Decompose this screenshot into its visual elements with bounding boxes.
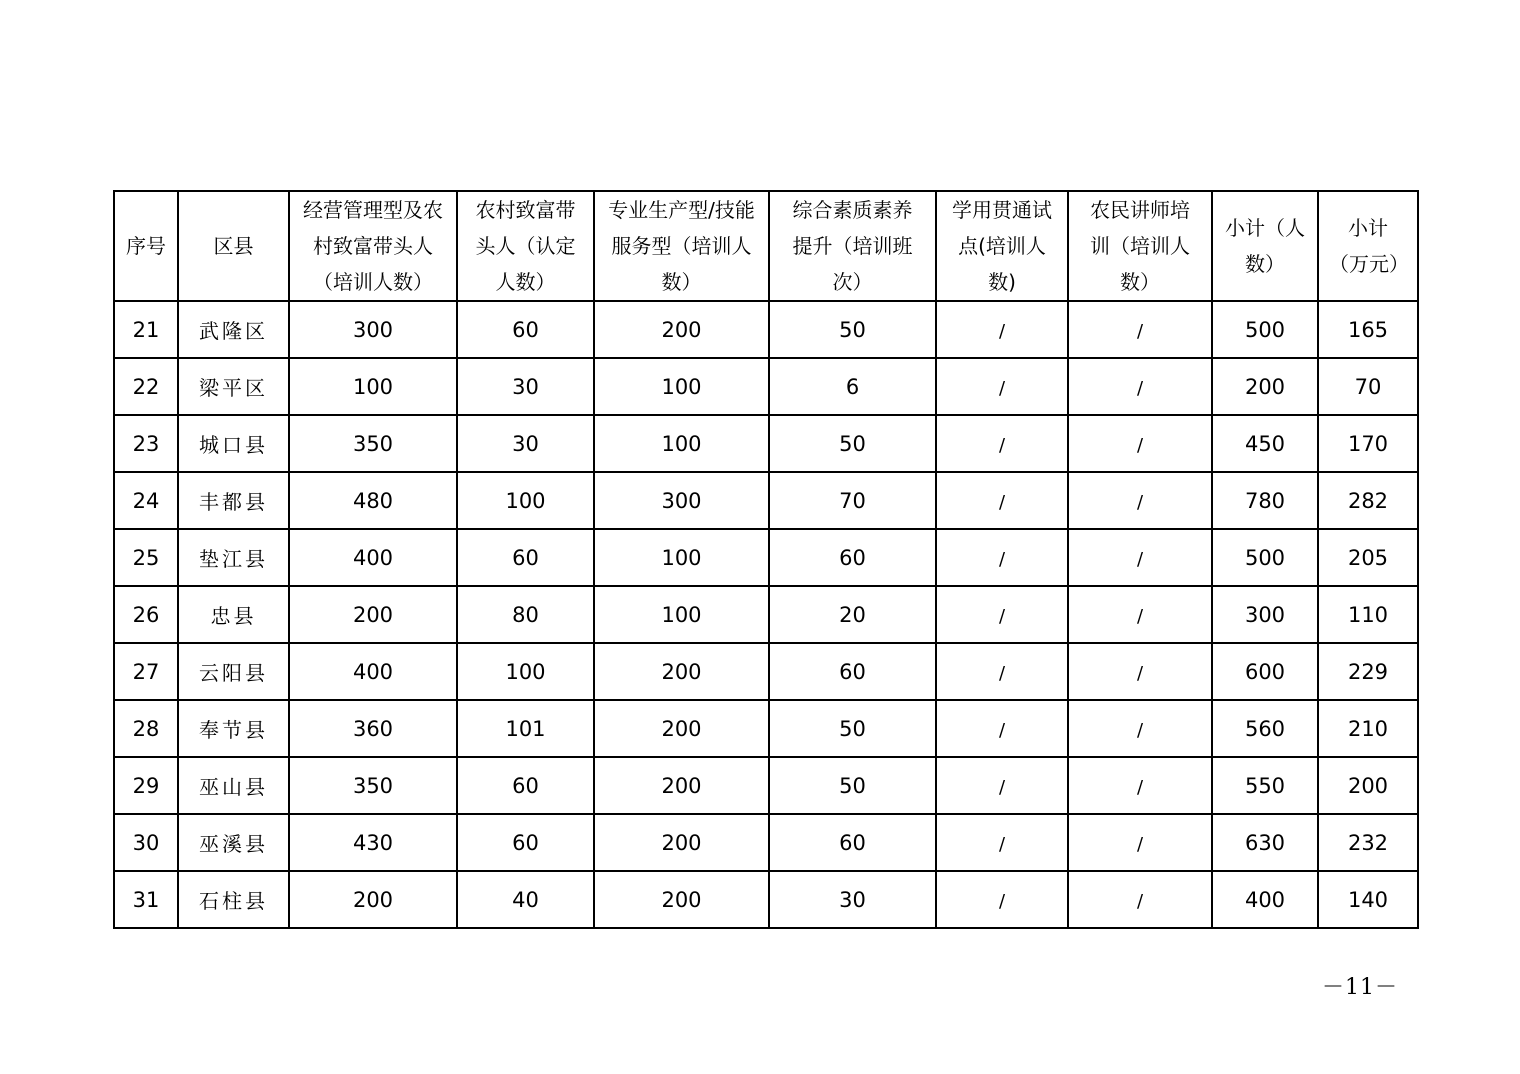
cell-management-leaders: 100 (289, 358, 457, 415)
cell-lecturer-training: / (1068, 415, 1212, 472)
cell-management-leaders: 350 (289, 757, 457, 814)
header-production-service: 专业生产型/技能服务型（培训人数） (594, 191, 769, 301)
cell-pilot: / (936, 757, 1068, 814)
cell-subtotal-money: 282 (1318, 472, 1418, 529)
cell-index: 25 (114, 529, 178, 586)
cell-subtotal-money: 210 (1318, 700, 1418, 757)
cell-production-service: 200 (594, 757, 769, 814)
cell-leaders-certified: 100 (457, 472, 594, 529)
cell-management-leaders: 360 (289, 700, 457, 757)
table-row (114, 814, 1418, 871)
cell-quality-improvement: 70 (769, 472, 936, 529)
header-county: 区县 (178, 191, 289, 301)
cell-index: 21 (114, 301, 178, 358)
cell-leaders-certified: 101 (457, 700, 594, 757)
cell-lecturer-training: / (1068, 301, 1212, 358)
cell-pilot: / (936, 700, 1068, 757)
cell-lecturer-training: / (1068, 700, 1212, 757)
cell-lecturer-training: / (1068, 757, 1212, 814)
cell-subtotal-money: 170 (1318, 415, 1418, 472)
cell-pilot: / (936, 871, 1068, 928)
cell-index: 22 (114, 358, 178, 415)
cell-leaders-certified: 60 (457, 529, 594, 586)
cell-quality-improvement: 20 (769, 586, 936, 643)
cell-leaders-certified: 60 (457, 814, 594, 871)
header-management-leaders: 经营管理型及农村致富带头人（培训人数） (289, 191, 457, 301)
cell-subtotal-people: 300 (1212, 586, 1318, 643)
cell-lecturer-training: / (1068, 643, 1212, 700)
cell-subtotal-money: 140 (1318, 871, 1418, 928)
cell-management-leaders: 300 (289, 301, 457, 358)
cell-index: 30 (114, 814, 178, 871)
cell-quality-improvement: 50 (769, 700, 936, 757)
cell-leaders-certified: 60 (457, 757, 594, 814)
cell-lecturer-training: / (1068, 529, 1212, 586)
cell-index: 31 (114, 871, 178, 928)
cell-county: 丰都县 (178, 472, 289, 529)
cell-subtotal-money: 70 (1318, 358, 1418, 415)
cell-index: 29 (114, 757, 178, 814)
cell-pilot: / (936, 301, 1068, 358)
cell-production-service: 100 (594, 415, 769, 472)
page-number: －11－ (1322, 975, 1398, 1000)
cell-production-service: 200 (594, 871, 769, 928)
cell-index: 23 (114, 415, 178, 472)
cell-subtotal-people: 200 (1212, 358, 1318, 415)
cell-index: 24 (114, 472, 178, 529)
cell-production-service: 100 (594, 358, 769, 415)
table-row (114, 643, 1418, 700)
header-lecturer-training: 农民讲师培训（培训人数） (1068, 191, 1212, 301)
cell-lecturer-training: / (1068, 814, 1212, 871)
table-body (114, 301, 1418, 928)
cell-production-service: 100 (594, 529, 769, 586)
cell-pilot: / (936, 814, 1068, 871)
cell-quality-improvement: 50 (769, 415, 936, 472)
table-row (114, 871, 1418, 928)
header-subtotal-money: 小计（万元） (1318, 191, 1418, 301)
cell-lecturer-training: / (1068, 358, 1212, 415)
cell-county: 武隆区 (178, 301, 289, 358)
cell-subtotal-people: 630 (1212, 814, 1318, 871)
cell-pilot: / (936, 472, 1068, 529)
cell-management-leaders: 350 (289, 415, 457, 472)
cell-subtotal-people: 600 (1212, 643, 1318, 700)
cell-county: 石柱县 (178, 871, 289, 928)
table-row (114, 757, 1418, 814)
cell-subtotal-money: 232 (1318, 814, 1418, 871)
cell-quality-improvement: 30 (769, 871, 936, 928)
table-row (114, 415, 1418, 472)
cell-index: 27 (114, 643, 178, 700)
cell-quality-improvement: 60 (769, 643, 936, 700)
header-subtotal-people: 小计（人数） (1212, 191, 1318, 301)
cell-leaders-certified: 40 (457, 871, 594, 928)
cell-production-service: 100 (594, 586, 769, 643)
cell-quality-improvement: 60 (769, 529, 936, 586)
cell-county: 垫江县 (178, 529, 289, 586)
cell-county: 城口县 (178, 415, 289, 472)
cell-subtotal-people: 560 (1212, 700, 1318, 757)
table-row (114, 358, 1418, 415)
cell-subtotal-people: 550 (1212, 757, 1318, 814)
cell-subtotal-money: 229 (1318, 643, 1418, 700)
header-index: 序号 (114, 191, 178, 301)
header-row (114, 191, 1418, 301)
cell-quality-improvement: 6 (769, 358, 936, 415)
cell-leaders-certified: 30 (457, 415, 594, 472)
cell-county: 梁平区 (178, 358, 289, 415)
cell-management-leaders: 200 (289, 586, 457, 643)
cell-pilot: / (936, 415, 1068, 472)
cell-county: 奉节县 (178, 700, 289, 757)
cell-management-leaders: 200 (289, 871, 457, 928)
training-table (113, 190, 1419, 929)
cell-subtotal-people: 500 (1212, 529, 1318, 586)
cell-quality-improvement: 60 (769, 814, 936, 871)
cell-quality-improvement: 50 (769, 301, 936, 358)
cell-management-leaders: 480 (289, 472, 457, 529)
cell-production-service: 200 (594, 643, 769, 700)
cell-production-service: 200 (594, 700, 769, 757)
header-leaders-certified: 农村致富带头人（认定人数） (457, 191, 594, 301)
cell-pilot: / (936, 643, 1068, 700)
cell-county: 巫山县 (178, 757, 289, 814)
cell-management-leaders: 400 (289, 643, 457, 700)
cell-pilot: / (936, 586, 1068, 643)
cell-leaders-certified: 30 (457, 358, 594, 415)
cell-leaders-certified: 60 (457, 301, 594, 358)
table-row (114, 700, 1418, 757)
cell-subtotal-people: 780 (1212, 472, 1318, 529)
cell-subtotal-people: 400 (1212, 871, 1318, 928)
table-row (114, 472, 1418, 529)
cell-pilot: / (936, 358, 1068, 415)
cell-county: 巫溪县 (178, 814, 289, 871)
cell-lecturer-training: / (1068, 472, 1212, 529)
cell-subtotal-money: 200 (1318, 757, 1418, 814)
cell-subtotal-money: 110 (1318, 586, 1418, 643)
cell-lecturer-training: / (1068, 586, 1212, 643)
header-pilot: 学用贯通试点(培训人数) (936, 191, 1068, 301)
table-row (114, 529, 1418, 586)
cell-production-service: 200 (594, 301, 769, 358)
cell-management-leaders: 430 (289, 814, 457, 871)
cell-index: 26 (114, 586, 178, 643)
cell-quality-improvement: 50 (769, 757, 936, 814)
cell-subtotal-people: 450 (1212, 415, 1318, 472)
header-quality-improvement: 综合素质素养提升（培训班次） (769, 191, 936, 301)
cell-index: 28 (114, 700, 178, 757)
cell-production-service: 200 (594, 814, 769, 871)
cell-management-leaders: 400 (289, 529, 457, 586)
cell-production-service: 300 (594, 472, 769, 529)
cell-subtotal-money: 205 (1318, 529, 1418, 586)
cell-county: 忠县 (178, 586, 289, 643)
cell-subtotal-people: 500 (1212, 301, 1318, 358)
cell-leaders-certified: 80 (457, 586, 594, 643)
cell-lecturer-training: / (1068, 871, 1212, 928)
cell-subtotal-money: 165 (1318, 301, 1418, 358)
table-row (114, 301, 1418, 358)
cell-leaders-certified: 100 (457, 643, 594, 700)
cell-pilot: / (936, 529, 1068, 586)
table-row (114, 586, 1418, 643)
cell-county: 云阳县 (178, 643, 289, 700)
